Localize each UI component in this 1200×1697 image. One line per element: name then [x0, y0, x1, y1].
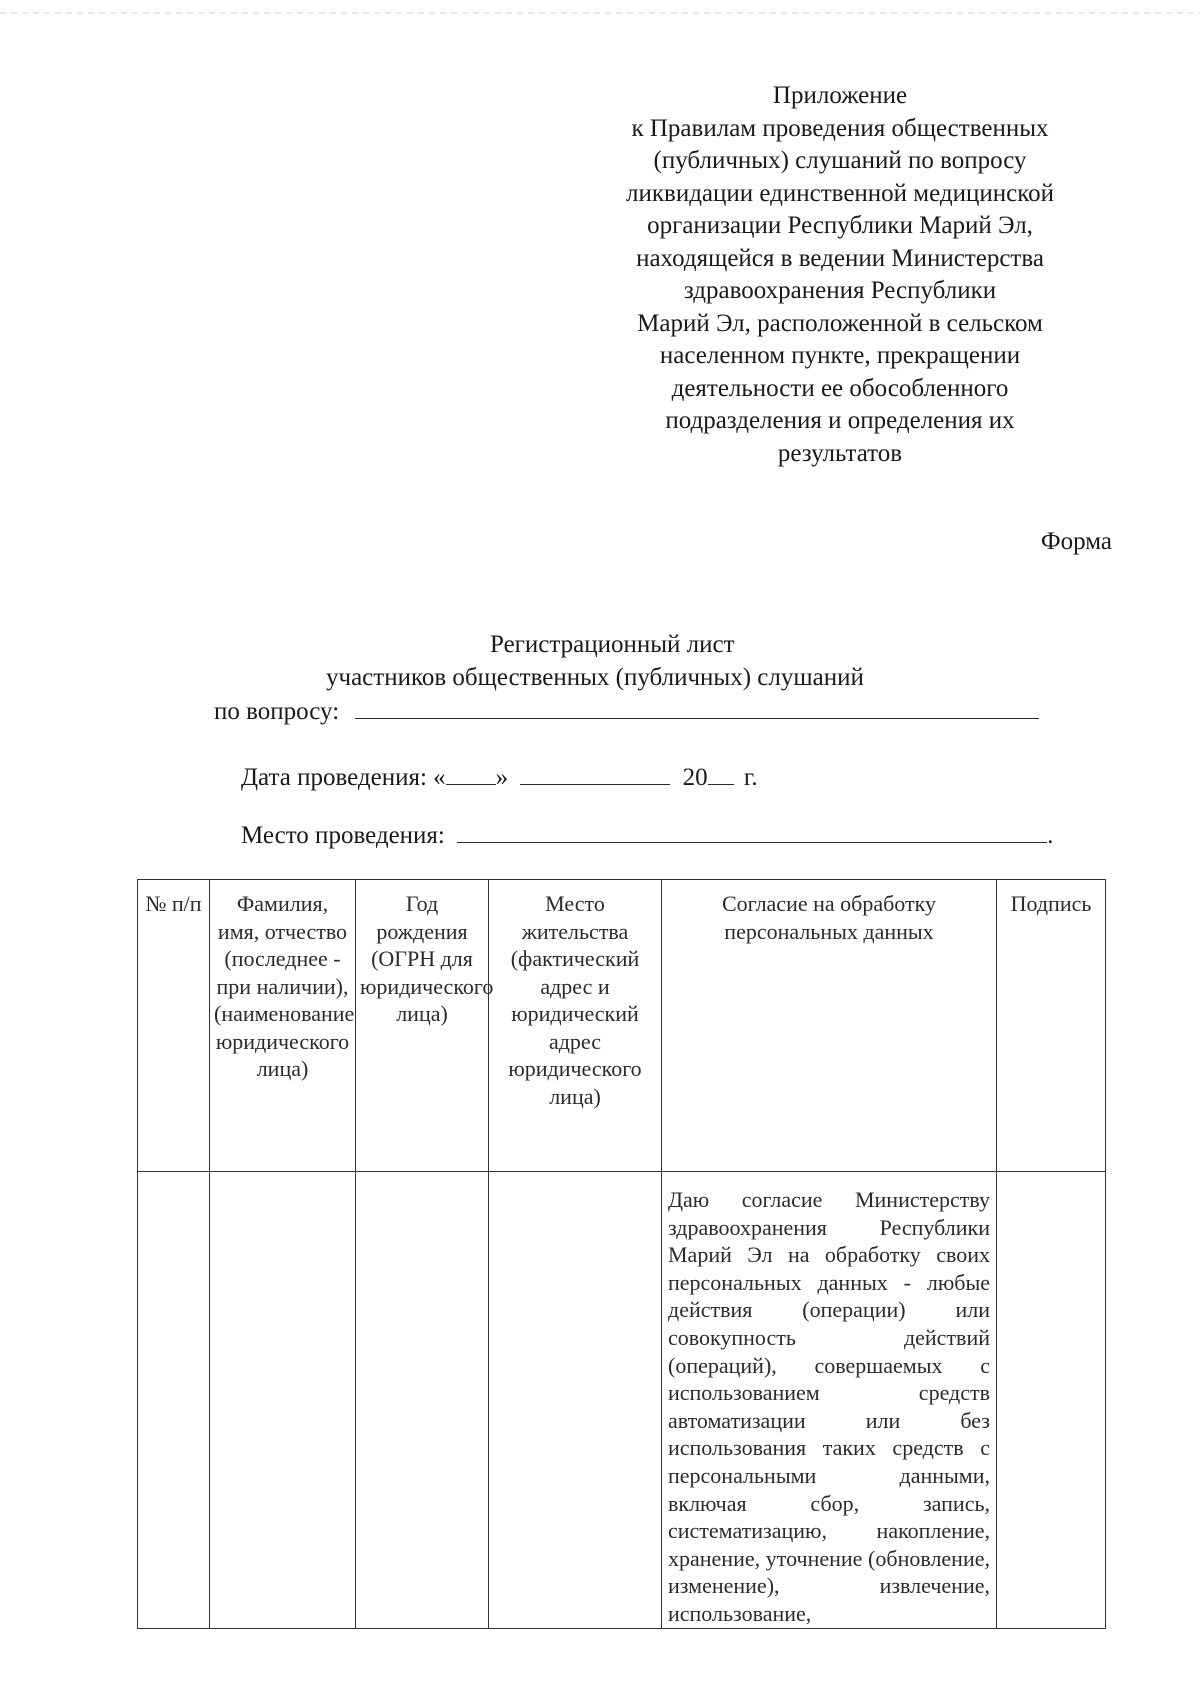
cell-full-name[interactable] — [210, 1172, 356, 1629]
header-consent: Согласие на обработку персональных данных — [662, 880, 997, 1172]
cell-number[interactable] — [138, 1172, 210, 1629]
day-blank-line[interactable] — [446, 760, 496, 785]
appendix-line: деятельности ее обособленного — [671, 374, 1009, 402]
appendix-line: населенном пункте, прекращении — [659, 342, 1021, 369]
table-row — [138, 1172, 1106, 1629]
appendix-line: здравоохранения Республики — [683, 277, 997, 304]
appendix-line: организации Республики Марий Эл, — [647, 212, 1033, 239]
appendix-line: Марий Эл, расположенной в сельском — [637, 309, 1043, 337]
appendix-line: (публичных) слушаний по вопросу — [653, 147, 1027, 174]
cell-residence[interactable] — [489, 1172, 662, 1629]
header-full-name: Фамилия, имя, отчество (последнее - при наличии), (наименование юридического лица) — [210, 880, 356, 1172]
place-end-dot: . — [1047, 822, 1054, 849]
date-row — [241, 760, 758, 792]
header-number: № п/п — [138, 880, 210, 1172]
title-line-1: Регистрационный лист — [490, 631, 735, 658]
appendix-line: ликвидации единственной медицинской — [626, 179, 1054, 207]
registration-table — [137, 879, 1106, 1629]
header-birth-year: Год рождения (ОГРН для юридического лица) — [356, 880, 489, 1172]
title-line-2: участников общественных (публичных) слушаний — [326, 664, 864, 691]
month-blank-line[interactable] — [520, 760, 670, 785]
appendix-line: Приложение — [772, 82, 908, 109]
cell-consent-text: Даю согласие Министерству здравоохранения Республики Марий Эл на обработку своих персональных данных - любые действия (операции) или совокупность действий (операций), совершаемых с использованием средств автоматизации или без использования таких средств с персональными данными, включая сбор, запись, систематизацию, накопление, хранение, уточнение (обновление, изменение), извлечение, использование, — [662, 1172, 997, 1629]
table-header-row — [138, 880, 1106, 1172]
year-blank-line[interactable] — [708, 760, 734, 785]
header-signature: Подпись — [997, 880, 1106, 1172]
topic-label: по вопросу: — [214, 698, 340, 725]
year-prefix: 20 — [682, 764, 708, 791]
place-row — [241, 818, 1053, 850]
scan-noise-edge — [0, 12, 1200, 14]
cell-signature[interactable] — [997, 1172, 1106, 1629]
topic-blank-line[interactable] — [355, 694, 1039, 719]
appendix-line: результатов — [777, 439, 903, 467]
appendix-line: находящейся в ведении Министерства — [636, 244, 1044, 272]
cell-birth-year[interactable] — [356, 1172, 489, 1629]
date-label: Дата проведения: « — [241, 764, 446, 791]
place-blank-line[interactable] — [457, 818, 1047, 843]
year-suffix: г. — [743, 764, 758, 791]
form-label: Форма — [1040, 528, 1112, 555]
topic-row — [214, 694, 1039, 728]
appendix-line: к Правилам проведения общественных — [631, 114, 1049, 142]
place-label: Место проведения: — [241, 822, 445, 849]
appendix-header — [570, 80, 1110, 470]
date-quote-close: » — [495, 764, 509, 791]
header-residence: Место жительства (фактический адрес и юридический адрес юридического лица) — [489, 880, 662, 1172]
appendix-line: подразделения и определения их — [665, 407, 1015, 434]
